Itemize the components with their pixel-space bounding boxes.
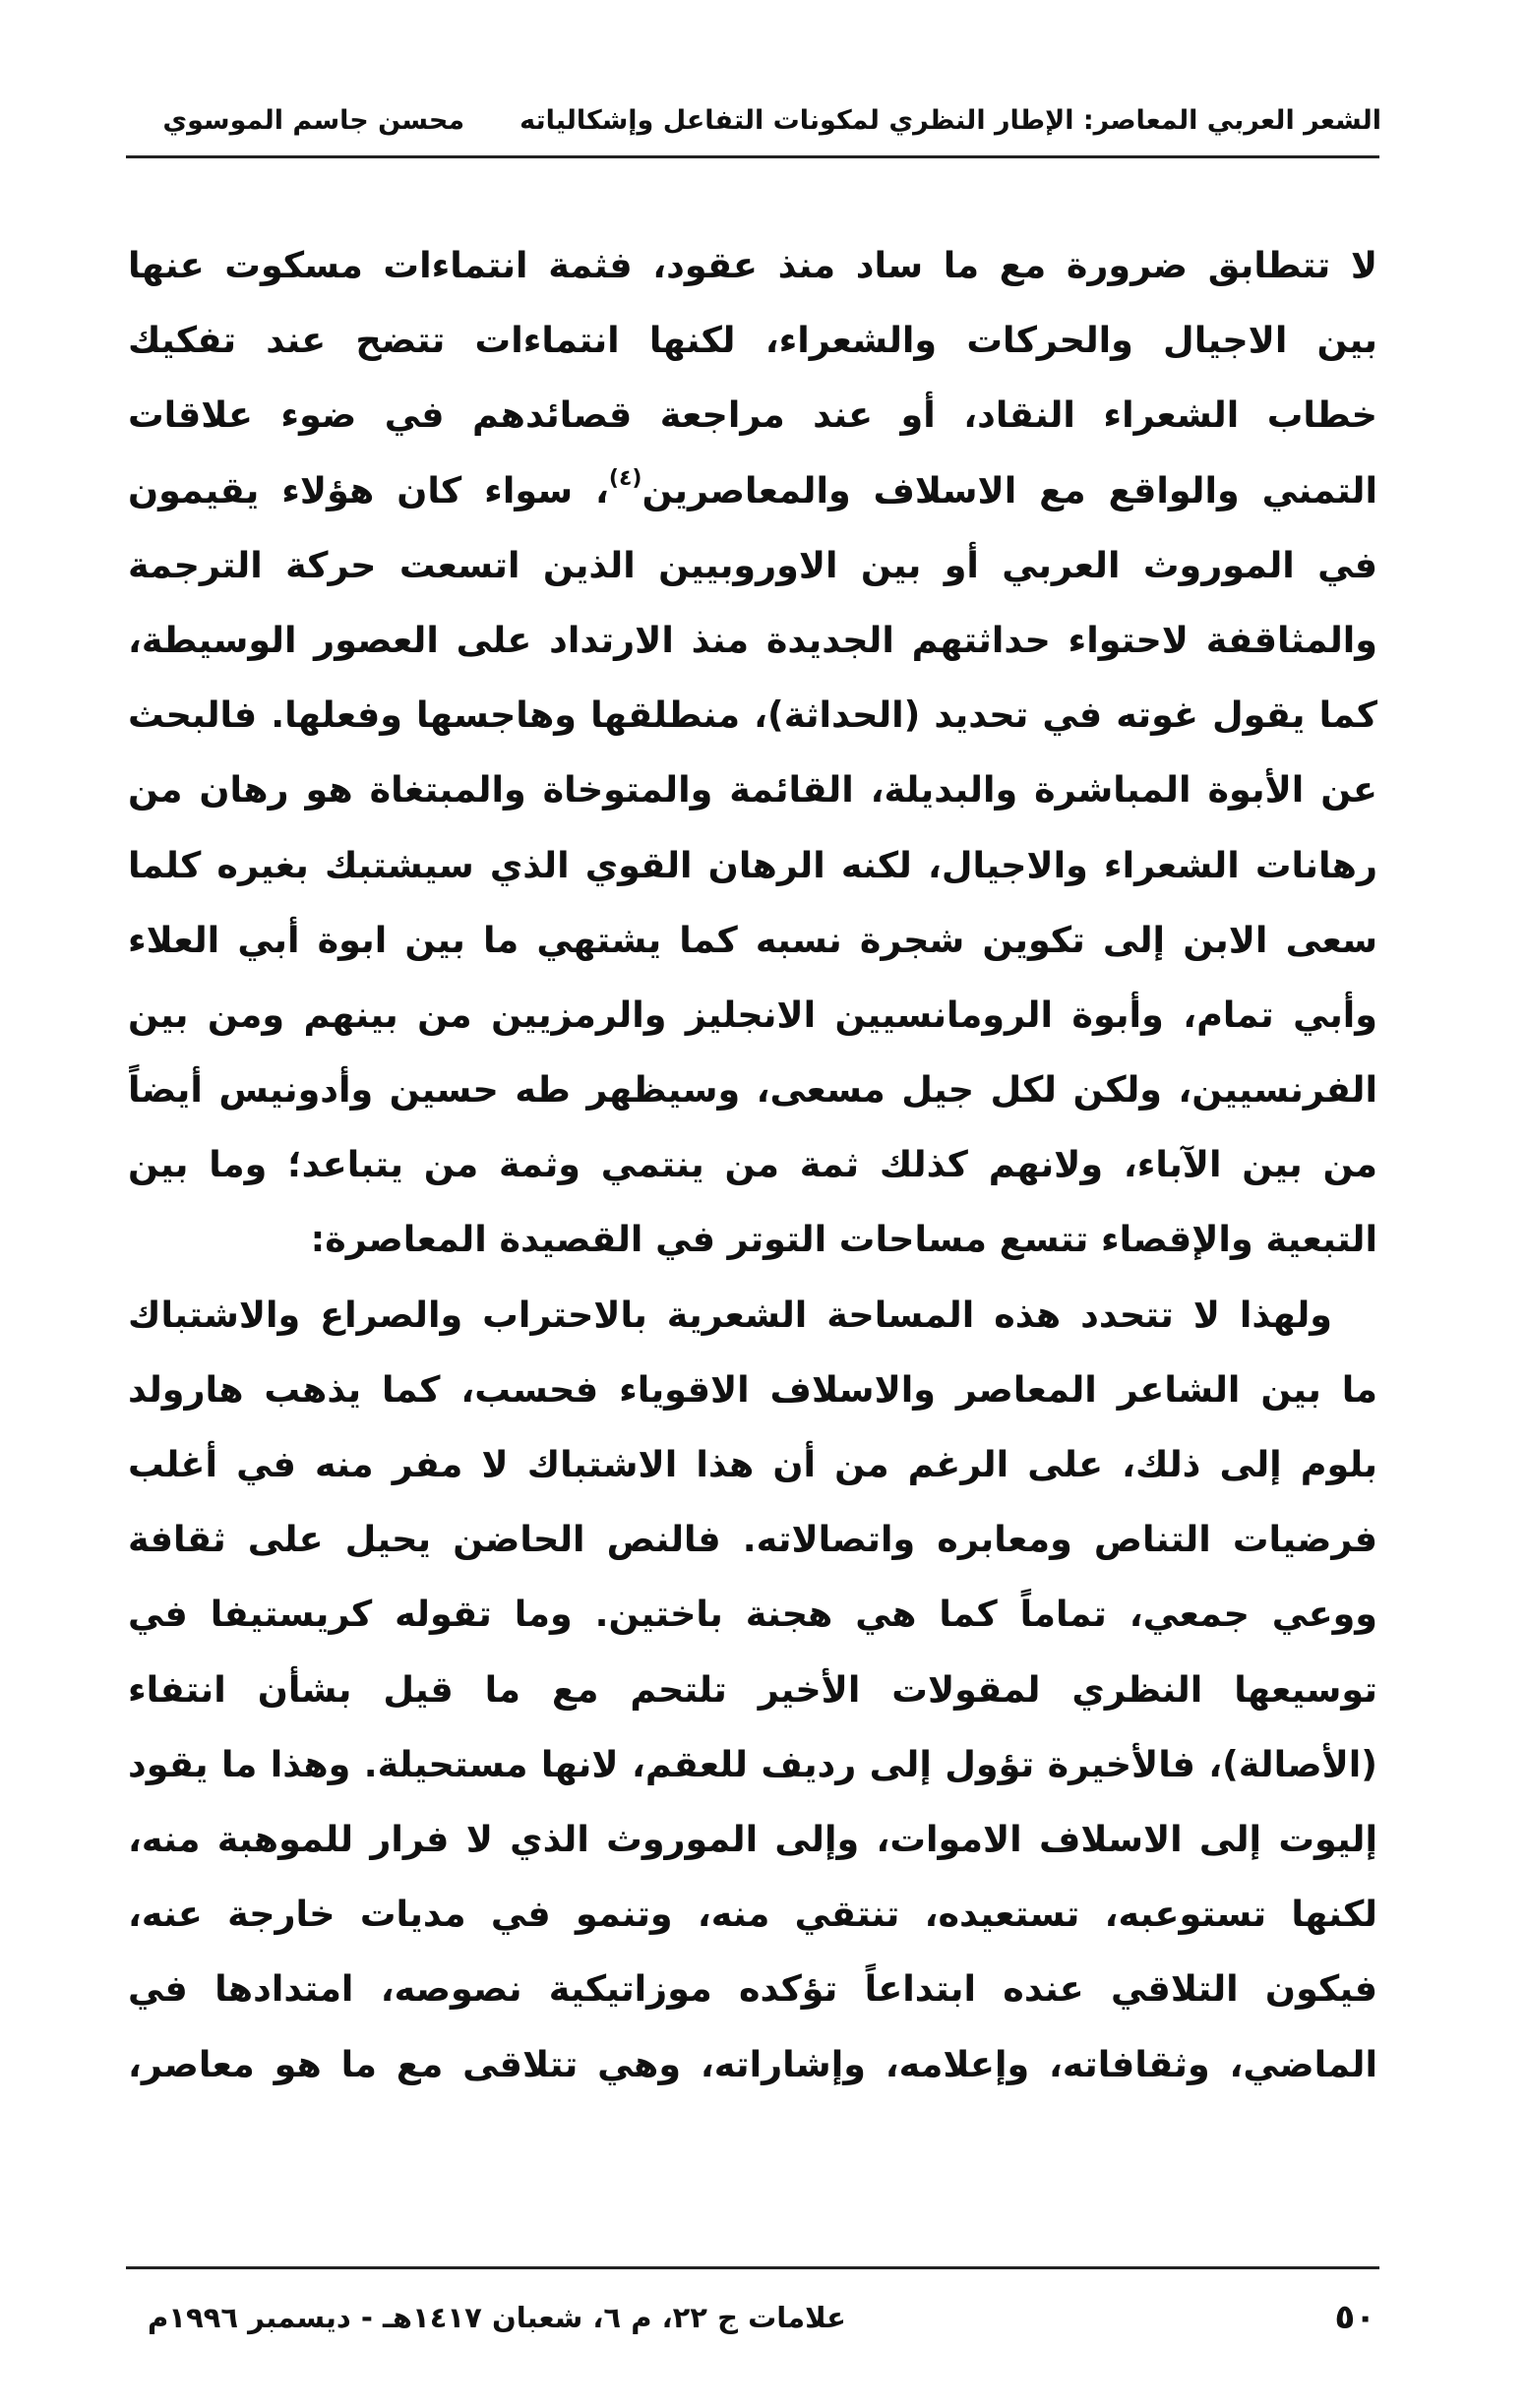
text-line: الفرنسيين، ولكن لكل جيل مسعى، وسيظهر طه حسين وأدونيس أيضاً xyxy=(128,1068,1377,1112)
text-line: الماضي، وثقافاته، وإعلامه، وإشاراته، وهي تتلاقى مع ما هو معاصر، xyxy=(128,2042,1377,2085)
text-line: توسيعها النظري لمقولات الأخير تلتحم مع ما قيل بشأن انتفاء xyxy=(128,1667,1377,1711)
text-line: والمثاقفة لاحتواء حداثتهم الجديدة منذ الارتداد على العصور الوسيطة، xyxy=(128,618,1377,661)
text-line: لكنها تستوعبه، تستعيده، تنتقي منه، وتنمو في مديات خارجة عنه، xyxy=(128,1893,1377,1936)
text-line: فرضيات التناص ومعابره واتصالاته. فالنص الحاضن يحيل على ثقافة xyxy=(128,1518,1377,1561)
text-line: بين الاجيال والحركات والشعراء، لكنها انتماءات تتضح عند تفكيك xyxy=(128,319,1377,362)
paragraph-end-line: التبعية والإقصاء تتسع مساحات التوتر في القصيدة المعاصرة: xyxy=(310,1218,1377,1261)
text-line: عن الأبوة المباشرة والبديلة، القائمة والمتوخاة والمبتغاة هو رهان من xyxy=(128,768,1377,812)
text-line: ووعي جمعي، تماماً كما هي هجنة باختين. وما تقوله كريستيفا في xyxy=(128,1593,1377,1636)
text-line: كما يقول غوته في تحديد (الحداثة)، منطلقها وهاجسها وفعلها. فالبحث xyxy=(128,693,1377,737)
text-line: إليوت إلى الاسلاف الاموات، وإلى الموروث الذي لا فرار للموهبة منه، xyxy=(128,1817,1377,1860)
text-line: سعى الابن إلى تكوين شجرة نسبه كما يشتهي ما بين ابوة أبي العلاء xyxy=(128,918,1377,961)
body-text xyxy=(128,228,1377,2102)
running-header-title: الشعر العربي المعاصر: الإطار النظري لمكونات التفاعل وإشكالياته xyxy=(519,104,1381,136)
footnote-reference: (٤) xyxy=(608,465,642,491)
text-line: بلوم إلى ذلك، على الرغم من أن هذا الاشتباك لا مفر منه في أغلب xyxy=(128,1443,1377,1485)
text-line: وأبي تمام، وأبوة الرومانسيين الانجليز والرمزيين من بينهم ومن بين xyxy=(128,993,1377,1036)
footer-rule xyxy=(126,2266,1379,2269)
running-header-author: محسن جاسم الموسوي xyxy=(162,104,465,136)
text-segment: ، سواء كان هؤلاء يقيمون xyxy=(128,468,609,512)
journal-citation: علامات ج ٢٢، م ٦، شعبان ١٤١٧هـ - ديسمبر ١٩٩٦م xyxy=(148,2301,846,2334)
running-header xyxy=(126,90,1381,150)
page-footer xyxy=(148,2288,1375,2347)
text-line: في الموروث العربي أو بين الاوروبيين الذين اتسعت حركة الترجمة xyxy=(128,543,1377,586)
text-line: (الأصالة)، فالأخيرة تؤول إلى رديف للعقم، لانها مستحيلة. وهذا ما يقود xyxy=(128,1742,1377,1785)
text-line-with-note xyxy=(128,453,1377,528)
text-line: لا تتطابق ضرورة مع ما ساد منذ عقود، فثمة انتماءات مسكوت عنها xyxy=(128,244,1377,286)
text-line: خطاب الشعراء النقاد، أو عند مراجعة قصائدهم في ضوء علاقات xyxy=(128,393,1377,437)
page-number: ٥٠ xyxy=(1334,2298,1375,2337)
text-line: فيكون التلاقي عنده ابتداعاً تؤكده موزاتيكية نصوصه، امتدادها في xyxy=(128,1967,1377,2011)
text-line: ما بين الشاعر المعاصر والاسلاف الاقوياء فحسب، كما يذهب هارولد xyxy=(128,1367,1377,1411)
header-rule xyxy=(126,155,1379,158)
text-line: رهانات الشعراء والاجيال، لكنه الرهان القوي الذي سيشتبك بغيره كلما xyxy=(128,843,1377,886)
text-line: من بين الآباء، ولانهم كذلك ثمة من ينتمي وثمة من يتباعد؛ وما بين xyxy=(128,1143,1377,1186)
text-segment: التمني والواقع مع الاسلاف والمعاصرين xyxy=(641,468,1377,512)
paragraph-start-line: ولهذا لا تتحدد هذه المساحة الشعرية بالاحتراب والصراع والاشتباك xyxy=(128,1293,1332,1336)
